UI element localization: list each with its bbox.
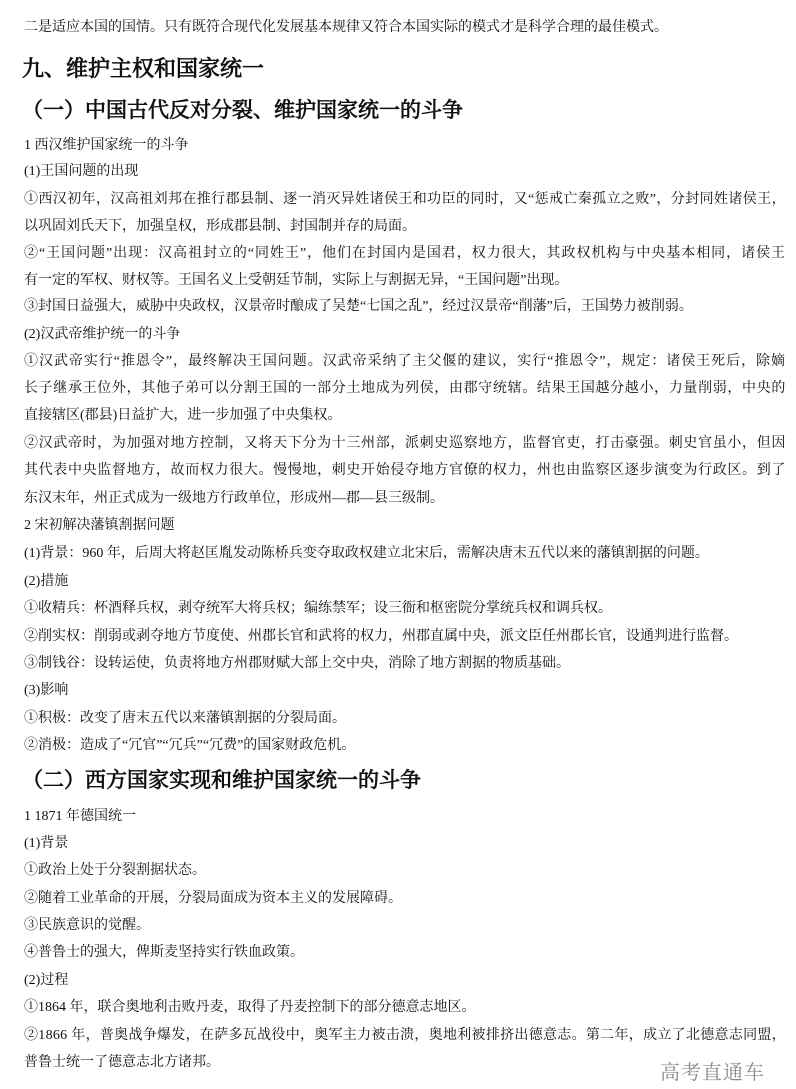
paragraph-line: ③封国日益强大，威胁中央政权，汉景帝时酿成了吴楚“七国之乱”，经过汉景帝“削藩”后，王国势力被削弱。 [24,299,693,314]
paragraph-line: (1)背景 [24,836,69,851]
paragraph-line: ②消极：造成了“冗官”“冗兵”“冗费”的国家财政危机。 [24,738,356,753]
paragraph-line: ③民族意识的觉醒。 [24,918,150,933]
subsection-heading: （二）西方国家实现和维护国家统一的斗争 [22,768,421,792]
paragraph-line: ②“王国问题”出现：汉高祖封立的“同姓王”，他们在封国内是国君，权力很大，其政权机构与中央基本相同，诸侯王 [24,246,786,261]
paragraph-line: (1)背景：960 年，后周大将赵匡胤发动陈桥兵变夺取政权建立北宋后，需解决唐末五代以来的藩镇割据的问题。 [24,546,709,561]
paragraph-line: ②随着工业革命的开展，分裂局面成为资本主义的发展障碍。 [24,891,402,906]
paragraph-line: ①收精兵：杯酒释兵权，剥夺统军大将兵权；编练禁军；设三衙和枢密院分掌统兵权和调兵权。 [24,601,612,616]
paragraph-line: (2)措施 [24,574,69,589]
paragraph-line: ①西汉初年，汉高祖刘邦在推行郡县制、逐一消灭异姓诸侯王和功臣的同时，又“惩戒亡秦孤立之败”，分封同姓诸侯王， [24,192,786,207]
paragraph-line: 2 宋初解决藩镇割据问题 [24,518,175,533]
paragraph-line: (1)王国问题的出现 [24,164,139,179]
paragraph-line: ①政治上处于分裂割据状态。 [24,863,206,878]
paragraph-line: ①汉武帝实行“推恩令”，最终解决王国问题。汉武帝采纳了主父偃的建议，实行“推恩令”，规定：诸侯王死后，除嫡 [24,354,786,369]
paragraph-line: 其代表中央监督地方，故而权力很大。慢慢地，刺史开始侵夺地方官僚的权力，州也由监察区逐步演变为行政区。到了 [24,463,787,478]
paragraph-line: 二是适应本国的国情。只有既符合现代化发展基本规律又符合本国实际的模式才是科学合理的最佳模式。 [24,20,668,35]
paragraph-line: 以巩固刘氏天下，加强皇权，形成郡县制、封国制并存的局面。 [24,219,416,234]
paragraph-line: ④普鲁士的强大，俾斯麦坚持实行铁血政策。 [24,945,304,960]
paragraph-line: (2)汉武帝维护统一的斗争 [24,327,181,342]
paragraph-line: (2)过程 [24,973,69,988]
paragraph-line: ②1866 年，普奥战争爆发，在萨多瓦战役中，奥军主力被击溃，奥地利被排挤出德意志。第二年，成立了北德意志同盟， [24,1028,787,1043]
paragraph-line: (3)影响 [24,683,69,698]
watermark: 高考直通车 [660,1060,765,1084]
paragraph-line: 1 西汉维护国家统一的斗争 [24,138,189,153]
paragraph-line: 有一定的军权、财权等。王国名义上受朝廷节制，实际上与割据无异，“王国问题”出现。 [24,273,569,288]
paragraph-line: ②汉武帝时，为加强对地方控制，又将天下分为十三州部，派刺史巡察地方，监督官吏，打击豪强。刺史官虽小，但因 [24,436,787,451]
paragraph-line: ①1864 年，联合奥地利击败丹麦，取得了丹麦控制下的部分德意志地区。 [24,1000,476,1015]
paragraph-line: 长子继承王位外，其他子弟可以分割王国的一部分土地成为列侯，由郡守统辖。结果王国越分越小，力量削弱，中央的 [24,381,787,396]
paragraph-line: ③制钱谷：设转运使，负责将地方州郡财赋大部上交中央，消除了地方割据的物质基础。 [24,656,570,671]
paragraph-line: ②削实权：削弱或剥夺地方节度使、州郡长官和武将的权力，州郡直属中央，派文臣任州郡长官，设通判进行监督。 [24,629,738,644]
paragraph-line: 1 1871 年德国统一 [24,809,136,824]
paragraph-line: ①积极：改变了唐末五代以来藩镇割据的分裂局面。 [24,711,346,726]
paragraph-line: 普鲁士统一了德意志北方诸邦。 [24,1055,220,1070]
paragraph-line: 直接辖区(郡县)日益扩大，进一步加强了中央集权。 [24,408,342,423]
paragraph-line: 东汉末年，州正式成为一级地方行政单位，形成州—郡—县三级制。 [24,491,444,506]
section-heading: 九、维护主权和国家统一 [22,57,265,82]
subsection-heading: （一）中国古代反对分裂、维护国家统一的斗争 [22,98,463,122]
